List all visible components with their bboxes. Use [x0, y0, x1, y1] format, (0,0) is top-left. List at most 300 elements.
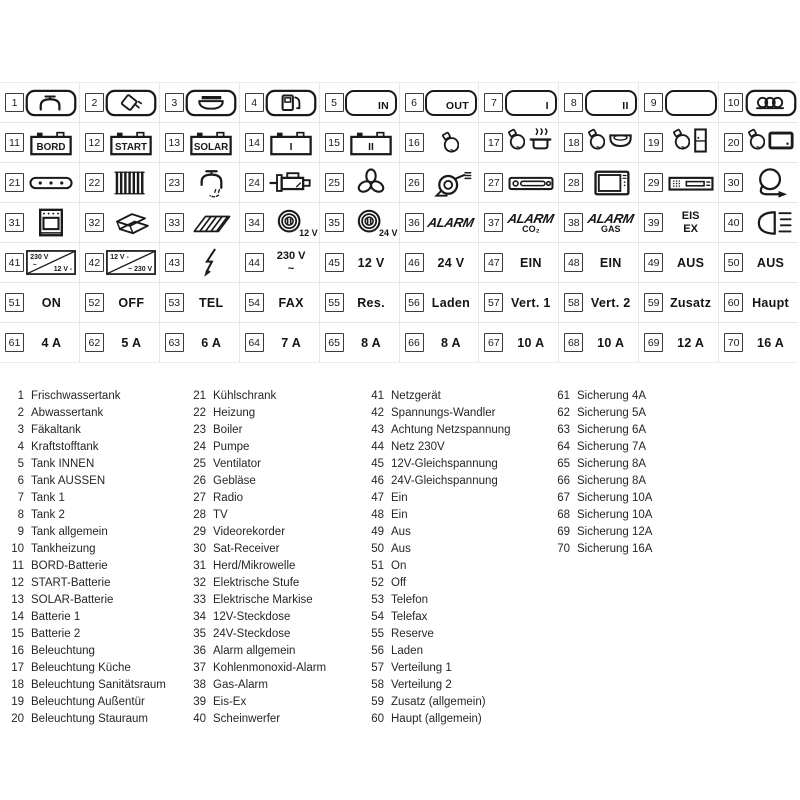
legend-item-number: 45 [371, 458, 384, 470]
symbol-text: 16 A [756, 335, 785, 350]
legend-item-label: Elektrische Stufe [213, 577, 300, 589]
legend-item-number: 61 [557, 390, 570, 402]
symbol-cell [400, 123, 479, 162]
symbol-number-box: 1 [5, 93, 24, 112]
legend-item-label: Fäkaltank [31, 424, 81, 436]
legend-item-number: 58 [371, 679, 384, 691]
symbol [424, 336, 479, 350]
symbol-cell [240, 323, 319, 362]
legend-item-number: 43 [371, 424, 384, 436]
symbol-cell [240, 123, 319, 162]
tank-outline-icon [425, 90, 477, 116]
symbol-text: 6 A [201, 335, 222, 350]
symbol [663, 210, 718, 234]
legend-item-label: Haupt (allgemein) [391, 713, 482, 725]
legend-item-label: Sicherung 12A [577, 526, 653, 538]
fan-icon [344, 168, 399, 198]
legend-item [186, 422, 326, 439]
radiator-icon [104, 168, 159, 198]
legend-item-number: 30 [193, 543, 206, 555]
symbol [344, 296, 399, 310]
symbol-cell [400, 163, 479, 202]
legend-item [364, 405, 511, 422]
alarm-sub-label: GAS [600, 224, 621, 234]
symbol-cell [400, 323, 479, 362]
symbol-cell [0, 163, 79, 202]
symbol-text-line: 230 V [276, 250, 306, 263]
symbol-text: 24 V [437, 255, 465, 270]
legend-item-number: 46 [371, 475, 384, 487]
legend-item-label: Frischwassertank [31, 390, 121, 402]
legend-item [550, 405, 652, 422]
legend-item [364, 456, 511, 473]
symbol-cell [719, 163, 798, 202]
legend-item [4, 524, 166, 541]
symbol-number-box: 31 [5, 213, 24, 232]
legend-item-label: Sicherung 4A [577, 390, 647, 402]
symbol-number-box: 57 [484, 293, 503, 312]
legend-item-label: Beleuchtung [31, 645, 95, 657]
symbol-number-box: 44 [245, 253, 264, 272]
tank-label: I [545, 99, 549, 112]
symbol-cell [559, 163, 638, 202]
symbol-cell [320, 323, 399, 362]
legend-item-label: Telefax [391, 611, 428, 623]
legend-item-label: Reserve [391, 628, 434, 640]
symbol-text: 7 A [281, 335, 302, 350]
symbol-text: EIN [599, 255, 622, 270]
legend-item [4, 456, 166, 473]
legend-item-label: Laden [391, 645, 423, 657]
legend-item-number: 35 [193, 628, 206, 640]
symbol [104, 296, 159, 310]
symbol-cell [0, 203, 79, 242]
symbol-group [503, 127, 558, 158]
symbol-text: TEL [198, 295, 224, 310]
legend-item [4, 507, 166, 524]
battery-icon [264, 128, 319, 157]
door-icon [693, 127, 708, 159]
tank-heating-icon [743, 89, 798, 117]
legend-item-number: 19 [11, 696, 24, 708]
legend-item [186, 575, 326, 592]
legend-item [550, 524, 652, 541]
symbol-group [743, 127, 798, 158]
legend-item-label: Gas-Alarm [213, 679, 268, 691]
legend-item-number: 25 [193, 458, 206, 470]
toilet-tank-icon [184, 89, 239, 117]
legend-item-label: Sicherung 10A [577, 492, 653, 504]
vcr-icon [663, 169, 718, 197]
symbol-number-box: 8 [564, 93, 583, 112]
symbol-cell [80, 283, 159, 322]
symbol-number-box: 36 [405, 213, 424, 232]
legend-item-label: Scheinwerfer [213, 713, 281, 725]
symbol-cell [400, 243, 479, 282]
legend-item-number: 31 [193, 560, 206, 572]
symbol-number-box: 62 [85, 333, 104, 352]
legend-item-number: 9 [17, 526, 24, 538]
symbol-text: FAX [278, 295, 304, 310]
symbol [503, 336, 558, 350]
tank-outline-icon [583, 90, 638, 116]
legend-item [550, 541, 652, 558]
legend-item-label: Netzgerät [391, 390, 441, 402]
symbol-number-box: 21 [5, 173, 24, 192]
legend-item-number: 65 [557, 458, 570, 470]
legend-item [186, 694, 326, 711]
legend-item-number: 67 [557, 492, 570, 504]
symbol-cell [320, 243, 399, 282]
legend-item-label: Radio [213, 492, 244, 504]
svg-text:SOLAR: SOLAR [194, 141, 229, 153]
symbol [583, 336, 638, 350]
headlamp-icon [743, 209, 798, 237]
legend-item-number: 56 [371, 645, 384, 657]
legend-item-label: Tank 1 [31, 492, 65, 504]
symbol-cell [479, 203, 558, 242]
alarm-label: ALARM [426, 215, 476, 230]
symbol-number-box: 13 [165, 133, 184, 152]
legend-item-number: 54 [371, 611, 384, 623]
cooking-pot-icon [528, 127, 553, 158]
symbol-cell [479, 83, 558, 122]
legend-item-number: 16 [11, 645, 24, 657]
symbol-cell [479, 283, 558, 322]
legend-item-label: Sicherung 8A [577, 458, 647, 470]
legend-item [364, 541, 511, 558]
legend-item [364, 575, 511, 592]
symbol-number-box: 34 [245, 213, 264, 232]
legend-item [4, 473, 166, 490]
symbol-text [277, 250, 306, 274]
legend-item-label: Kühlschrank [213, 390, 277, 402]
legend-item [364, 694, 511, 711]
symbol-cell [80, 243, 159, 282]
symbol-cell [559, 203, 638, 242]
legend-item-label: Ein [391, 492, 408, 504]
legend-item-label: Tank AUSSEN [31, 475, 106, 487]
legend-item [186, 660, 326, 677]
symbol-cell [80, 203, 159, 242]
legend-item [550, 388, 652, 405]
symbol-cell [400, 83, 479, 122]
alarm-symbol [503, 211, 558, 234]
legend-item-number: 8 [17, 509, 24, 521]
symbol-cell [240, 203, 319, 242]
svg-text:II: II [368, 141, 374, 153]
symbol-number-box: 32 [85, 213, 104, 232]
symbol-text-line: EIS [681, 210, 700, 223]
legend-item-number: 39 [193, 696, 206, 708]
legend-item-number: 2 [17, 407, 24, 419]
symbol-number-box: 25 [325, 173, 344, 192]
symbol-cell [400, 283, 479, 322]
legend-item [4, 643, 166, 660]
symbol-number-box: 49 [644, 253, 663, 272]
radio-icon [503, 169, 558, 197]
legend-column [186, 388, 326, 728]
symbol-text [682, 210, 700, 234]
legend-item-number: 53 [371, 594, 384, 606]
legend-item-number: 26 [193, 475, 206, 487]
legend-item-label: Gebläse [213, 475, 256, 487]
legend-item-number: 50 [371, 543, 384, 555]
symbol-number-box: 39 [644, 213, 663, 232]
legend-item [364, 643, 511, 660]
legend-item [364, 660, 511, 677]
legend-item-number: 37 [193, 662, 206, 674]
legend-item [364, 626, 511, 643]
legend-item-number: 18 [11, 679, 24, 691]
legend-item [550, 422, 652, 439]
legend-item [364, 711, 511, 728]
bulb-icon [588, 127, 605, 158]
symbol-cell [639, 203, 718, 242]
svg-text:I: I [289, 141, 293, 153]
legend-item [186, 439, 326, 456]
legend-item [364, 507, 511, 524]
symbol-cell [639, 83, 718, 122]
symbol [503, 296, 558, 310]
legend-item [186, 558, 326, 575]
mains-adapter-icon [24, 249, 79, 276]
legend-item-label: Netz 230V [391, 441, 445, 453]
symbol [503, 256, 558, 270]
alarm-symbol [506, 211, 556, 234]
legend-item [186, 524, 326, 541]
symbol-number-box: 7 [484, 93, 503, 112]
symbol-number-box: 45 [325, 253, 344, 272]
symbol [24, 296, 79, 310]
symbol-cell [0, 283, 79, 322]
symbol-cell [559, 83, 638, 122]
legend-item-number: 47 [371, 492, 384, 504]
symbol-number-box: 70 [724, 333, 743, 352]
symbol-cell [0, 83, 79, 122]
svg-text:12 V -: 12 V - [110, 254, 130, 262]
symbol-text: Vert. 2 [590, 295, 631, 310]
legend-item [550, 456, 652, 473]
symbol-cell [0, 243, 79, 282]
symbol-cell [160, 123, 239, 162]
symbol [184, 336, 239, 350]
symbol [344, 256, 399, 270]
symbol-number-box: 35 [325, 213, 344, 232]
battery-icon [104, 128, 159, 157]
legend-item-label: Beleuchtung Stauraum [31, 713, 148, 725]
legend-item-label: Telefon [391, 594, 429, 606]
fridge-icon [24, 169, 79, 197]
bulb-icon [508, 127, 525, 158]
symbol [663, 336, 718, 350]
symbol-cell [719, 83, 798, 122]
legend-item-label: Verteilung 1 [391, 662, 452, 674]
symbol-group [663, 127, 718, 159]
legend-item-number: 22 [193, 407, 206, 419]
legend-item [186, 490, 326, 507]
symbol-number-box: 10 [724, 93, 743, 112]
symbol-cell [639, 283, 718, 322]
symbol [184, 296, 239, 310]
symbol-text: 10 A [517, 335, 545, 350]
legend-item-label: Abwassertank [31, 407, 104, 419]
symbol-number-box: 30 [724, 173, 743, 192]
legend-item-label: Sicherung 10A [577, 509, 653, 521]
symbol-text-line: EX [683, 222, 698, 235]
symbol-number-box: 27 [484, 173, 503, 192]
legend-item-label: TV [213, 509, 228, 521]
symbol-number-box: 6 [405, 93, 424, 112]
symbol-cell [320, 83, 399, 122]
symbol-cell [639, 323, 718, 362]
legend-item-label: Beleuchtung Außentür [31, 696, 145, 708]
symbol [663, 256, 718, 270]
svg-text:~: ~ [33, 261, 38, 269]
legend-item-number: 12 [11, 577, 24, 589]
legend-item-number: 34 [193, 611, 206, 623]
symbol-text: Zusatz [669, 295, 712, 310]
legend-item [4, 626, 166, 643]
legend-item-number: 38 [193, 679, 206, 691]
symbol-number-box: 19 [644, 133, 663, 152]
tank-outline-icon [665, 90, 717, 116]
symbol-number-box: 67 [484, 333, 503, 352]
symbol-cell [719, 283, 798, 322]
symbol-cell [479, 323, 558, 362]
legend-item-number: 42 [371, 407, 384, 419]
legend-item [186, 388, 326, 405]
tank-outline-icon [503, 90, 558, 116]
socket-voltage-label: 12 V [299, 227, 318, 238]
legend-item-label: On [391, 560, 407, 572]
symbol-cell [160, 163, 239, 202]
symbol-number-box: 59 [644, 293, 663, 312]
alarm-label: ALARM [506, 211, 556, 226]
symbol [424, 296, 479, 310]
legend-item-number: 10 [11, 543, 24, 555]
tank-outline-icon [585, 90, 637, 116]
legend-item-number: 7 [17, 492, 24, 504]
symbol-number-box: 42 [85, 253, 104, 272]
legend-item [364, 388, 511, 405]
legend-item [4, 592, 166, 609]
symbol-number-box: 53 [165, 293, 184, 312]
symbol-text: 8 A [441, 335, 461, 350]
legend-item-number: 41 [371, 390, 384, 402]
legend-item-label: Tank INNEN [31, 458, 95, 470]
symbol-cell [240, 83, 319, 122]
legend-item-label: Kraftstofftank [31, 441, 99, 453]
legend-item-label: Achtung Netzspannung [391, 424, 511, 436]
voltage-converter-icon [104, 249, 159, 276]
symbol-cell [479, 163, 558, 202]
symbol-number-box: 29 [644, 173, 663, 192]
legend-item [550, 439, 652, 456]
symbol-number-box: 38 [564, 213, 583, 232]
legend-item [4, 575, 166, 592]
symbol-cell [639, 243, 718, 282]
legend-item [4, 490, 166, 507]
legend-item-number: 63 [557, 424, 570, 436]
legend-item-label: Zusatz (allgemein) [391, 696, 486, 708]
legend-item-label: 24V-Gleichspannung [391, 475, 498, 487]
symbol-cell [80, 323, 159, 362]
legend-item-number: 49 [371, 526, 384, 538]
tv-icon [583, 168, 638, 198]
legend-item-number: 29 [193, 526, 206, 538]
symbol-text: 10 A [597, 335, 625, 350]
legend-item [364, 422, 511, 439]
legend-item-number: 68 [557, 509, 570, 521]
washbasin-icon [608, 129, 633, 156]
legend-item [186, 507, 326, 524]
symbol-number-box: 18 [564, 133, 583, 152]
symbol-text: AUS [676, 255, 705, 270]
legend-item [4, 405, 166, 422]
symbol-number-box: 68 [564, 333, 583, 352]
symbol-cell [80, 163, 159, 202]
symbol-number-box: 3 [165, 93, 184, 112]
stove-icon [24, 207, 79, 239]
legend-item [550, 490, 652, 507]
lightning-icon [184, 248, 239, 278]
legend-item-number: 14 [11, 611, 24, 623]
symbol-text: AUS [756, 255, 785, 270]
legend-item [364, 439, 511, 456]
legend-item [4, 660, 166, 677]
step-icon [104, 209, 159, 237]
legend-item-label: Pumpe [213, 441, 250, 453]
symbol-cell [559, 243, 638, 282]
symbol-number-box: 51 [5, 293, 24, 312]
symbol-cell [559, 323, 638, 362]
legend-item-label: Spannungs-Wandler [391, 407, 496, 419]
legend-item [186, 643, 326, 660]
legend-item [364, 524, 511, 541]
symbol-cell [160, 283, 239, 322]
legend-item-label: Kohlenmonoxid-Alarm [213, 662, 327, 674]
svg-text:~ 230 V: ~ 230 V [128, 266, 153, 274]
symbol-cell [80, 123, 159, 162]
alarm-symbol [586, 211, 636, 234]
legend-item-number: 44 [371, 441, 384, 453]
legend-item-number: 23 [193, 424, 206, 436]
symbol-text: EIN [519, 255, 542, 270]
legend-item [364, 592, 511, 609]
symbol-number-box: 37 [484, 213, 503, 232]
legend-item-number: 57 [371, 662, 384, 674]
symbol-text: OFF [118, 295, 145, 310]
legend-item-number: 51 [371, 560, 384, 572]
legend-item-label: Ein [391, 509, 408, 521]
bulb-icon [424, 130, 479, 156]
socket-icon [344, 208, 399, 238]
symbol-number-box: 48 [564, 253, 583, 272]
symbol-number-box: 12 [85, 133, 104, 152]
awning-icon [184, 210, 239, 236]
socket-icon [264, 208, 319, 238]
symbol-number-box: 61 [5, 333, 24, 352]
symbol [583, 256, 638, 270]
legend-item-number: 5 [17, 458, 24, 470]
legend-item-label: Batterie 2 [31, 628, 81, 640]
legend-item-number: 15 [11, 628, 24, 640]
symbol-number-box: 56 [405, 293, 424, 312]
symbol-number-box: 17 [484, 133, 503, 152]
legend-item [186, 711, 326, 728]
symbol-cell [479, 123, 558, 162]
